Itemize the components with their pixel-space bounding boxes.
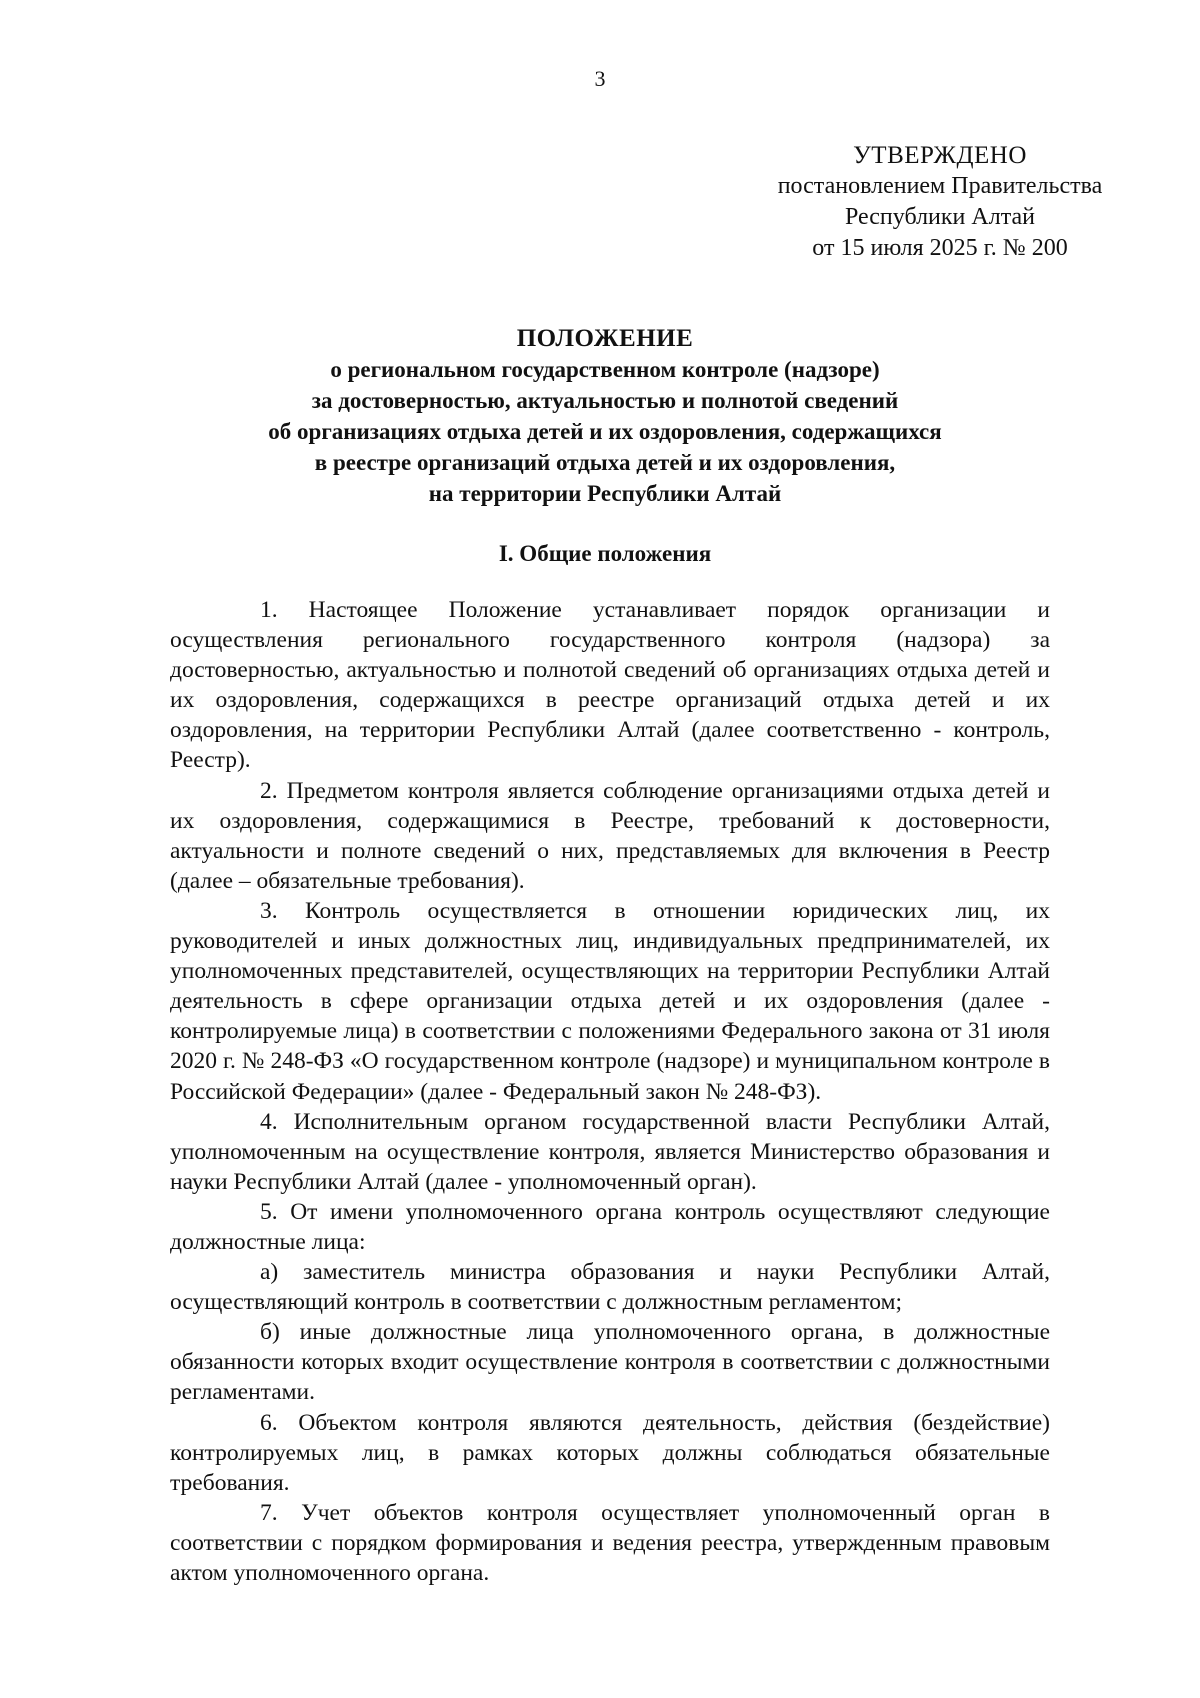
paragraph-3: 3. Контроль осуществляется в отношении юридических лиц, их руководителей и иных должностных лиц, индивидуальных предпринимателей, их уполномоченных представителей, осуществляющих на территории Республики Алтай деятельность в сфере организации отдыха детей и их оздоровления (далее - контролируемые лица) в соответствии с положениями Федерального закона от 31 июля 2020 г. № 248-ФЗ «О государственном контроле (надзоре) и муниципальном контроле в Российской Федерации» (далее - Федеральный закон № 248-ФЗ). xyxy=(170,897,1050,1105)
section-body xyxy=(170,595,1050,1588)
section-heading: I. Общие положения xyxy=(498,541,712,566)
paragraph-7: 7. Учет объектов контроля осуществляет уполномоченный орган в соответствии с порядком формирования и ведения реестра, утвержденным правовым актом уполномоченного органа. xyxy=(170,1499,1050,1586)
paragraph-6: 6. Объектом контроля являются деятельность, действия (бездействие) контролируемых лиц, в рамках которых должны соблюдаться обязательные требования. xyxy=(170,1409,1050,1496)
document-title xyxy=(160,323,1050,509)
document-title-line: в реестре организаций отдыха детей и их оздоровления, xyxy=(314,450,896,475)
approval-line: от 15 июля 2025 г. № 200 xyxy=(812,235,1068,261)
document-title-main: ПОЛОЖЕНИЕ xyxy=(516,325,694,352)
paragraph-2: 2. Предметом контроля является соблюдение организациями отдыха детей и их оздоровления, содержащимися в Реестре, требований к достоверности, актуальности и полноте сведений о них, представляемых для включения в Реестр (далее – обязательные требования). xyxy=(170,777,1050,894)
document-title-line: о региональном государственном контроле (надзоре) xyxy=(330,357,880,382)
document-title-line: на территории Республики Алтай xyxy=(428,481,782,506)
document-title-line: за достоверностью, актуальностью и полнотой сведений xyxy=(311,388,899,413)
approval-line: Республики Алтай xyxy=(845,204,1035,230)
approval-stamp xyxy=(740,140,1140,264)
paragraph-1: 1. Настоящее Положение устанавливает порядок организации и осуществления регионального государственного контроля (надзора) за достоверностью, актуальностью и полнотой сведений об организациях отдыха детей и их оздоровления, содержащихся в реестре организаций отдыха детей и их оздоровления, на территории Республики Алтай (далее соответственно - контроль, Реестр). xyxy=(170,597,1050,774)
paragraph-4: 4. Исполнительным органом государственной власти Республики Алтай, уполномоченным на осуществление контроля, является Министерство образования и науки Республики Алтай (далее - уполномоченный орган). xyxy=(170,1108,1050,1195)
paragraph-5b: б) иные должностные лица уполномоченного органа, в должностные обязанности которых входит осуществление контроля в соответствии с должностными регламентами. xyxy=(170,1319,1050,1406)
approval-line: постановлением Правительства xyxy=(777,173,1103,199)
page-number: 3 xyxy=(594,66,606,91)
approval-title: УТВЕРЖДЕНО xyxy=(853,142,1027,169)
paragraph-5: 5. От имени уполномоченного органа контроль осуществляют следующие должностные лица: xyxy=(170,1198,1050,1255)
document-title-line: об организациях отдыха детей и их оздоровления, содержащихся xyxy=(268,419,942,444)
paragraph-5a: а) заместитель министра образования и науки Республики Алтай, осуществляющий контроль в соответствии с должностным регламентом; xyxy=(170,1259,1050,1316)
